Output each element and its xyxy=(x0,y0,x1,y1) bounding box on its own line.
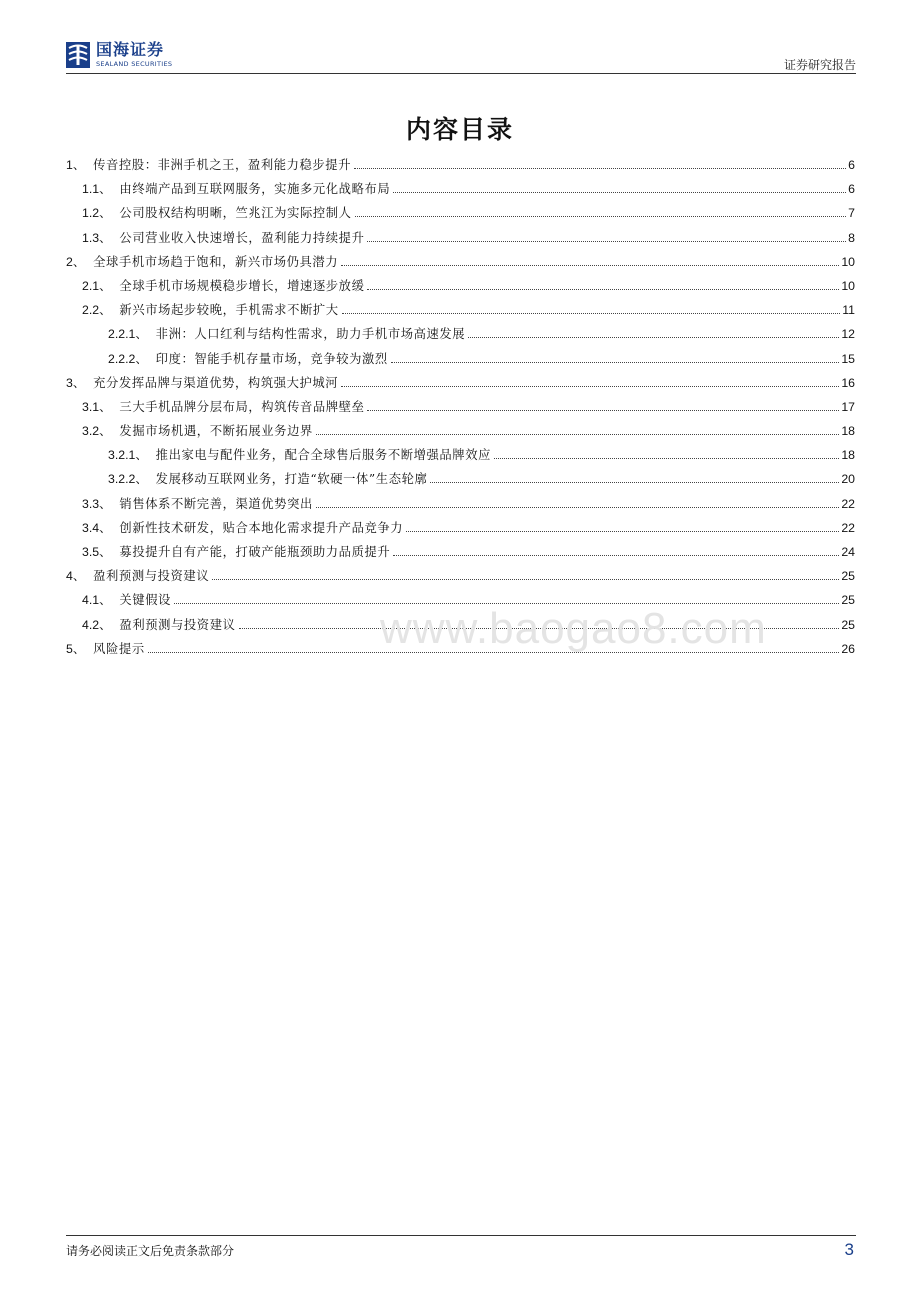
toc-entry-page: 8 xyxy=(848,230,855,245)
toc-dot-leader xyxy=(468,337,839,338)
toc-entry[interactable] xyxy=(66,324,855,348)
toc-entry-separator: 、 xyxy=(72,375,86,390)
toc-dot-leader xyxy=(355,216,847,217)
toc-entry-number: 5 xyxy=(66,641,73,656)
toc-entry-page: 10 xyxy=(841,254,855,269)
toc-dot-leader xyxy=(393,192,846,193)
toc-entry-number: 2.2.2 xyxy=(108,351,136,366)
toc-entry[interactable] xyxy=(66,421,855,445)
toc-entry-separator: 、 xyxy=(72,569,86,584)
toc-entry-number: 4.1 xyxy=(82,593,100,608)
toc-entry-number: 3.2.2 xyxy=(108,472,136,487)
footer-disclaimer: 请务必阅读正文后免责条款部分 xyxy=(66,1244,235,1258)
logo-english-name: SEALAND SECURITIES xyxy=(96,60,173,69)
toc-entry-separator: 、 xyxy=(99,278,112,293)
watermark: www.baogao8.com xyxy=(380,604,767,653)
toc-entry[interactable] xyxy=(66,373,855,397)
toc-entry[interactable] xyxy=(66,542,855,566)
toc-entry-number: 2.2 xyxy=(82,303,100,318)
toc-entry-title: 风险提示 xyxy=(93,641,145,656)
toc-entry-page: 15 xyxy=(841,351,855,366)
toc-entry-number: 3.5 xyxy=(82,545,100,559)
toc-entry-page: 22 xyxy=(841,496,855,511)
toc-entry[interactable] xyxy=(66,203,855,227)
toc-entry-separator: 、 xyxy=(99,399,112,414)
toc-entry-separator: 、 xyxy=(72,158,86,172)
toc-entry-separator: 、 xyxy=(72,254,86,269)
toc-entry-title: 推出家电与配件业务，配合全球售后服务不断增强品牌效应 xyxy=(155,448,491,463)
toc-entry[interactable] xyxy=(66,494,855,518)
toc-entry[interactable] xyxy=(66,179,855,203)
toc-dot-leader xyxy=(494,458,839,459)
toc-entry-separator: 、 xyxy=(135,448,148,463)
toc-dot-leader xyxy=(354,168,846,169)
toc-entry-page: 16 xyxy=(841,375,855,390)
toc-entry-separator: 、 xyxy=(99,593,112,608)
toc-entry-title: 全球手机市场趋于饱和，新兴市场仍具潜力 xyxy=(93,254,339,269)
toc-entry-separator: 、 xyxy=(135,327,148,342)
toc-entry-title: 创新性技术研发，贴合本地化需求提升产品竞争力 xyxy=(119,520,404,535)
toc-entry-title: 三大手机品牌分层布局，构筑传音品牌壁垒 xyxy=(119,399,365,414)
toc-entry-page: 20 xyxy=(841,472,855,487)
sealand-logo-icon xyxy=(66,42,90,68)
toc-entry-title: 发展移动互联网业务，打造“软硬一体”生态轮廓 xyxy=(155,472,428,487)
toc-entry-title: 充分发挥品牌与渠道优势，构筑强大护城河 xyxy=(93,375,339,390)
toc-entry-title: 传音控股：非洲手机之王，盈利能力稳步提升 xyxy=(93,158,352,172)
toc-entry-separator: 、 xyxy=(99,520,112,535)
toc-entry-page: 6 xyxy=(848,182,855,197)
toc-entry-page: 25 xyxy=(841,593,855,608)
toc-dot-leader xyxy=(393,555,839,556)
toc-entry-number: 4.2 xyxy=(82,617,100,632)
toc-entry-page: 18 xyxy=(841,424,855,439)
toc-entry[interactable] xyxy=(66,252,855,276)
report-type-label: 证券研究报告 xyxy=(783,58,856,72)
toc-entry-title: 公司营业收入快速增长，盈利能力持续提升 xyxy=(119,230,365,245)
toc-entry-page: 11 xyxy=(842,303,855,318)
toc-entry-number: 3.2 xyxy=(82,424,100,439)
toc-entry-page: 7 xyxy=(848,206,855,221)
toc-entry-page: 24 xyxy=(841,545,855,559)
toc-entry-title: 销售体系不断完善，渠道优势突出 xyxy=(119,496,313,511)
toc-entry-separator: 、 xyxy=(99,424,112,439)
toc-dot-leader xyxy=(316,507,839,508)
toc-entry-separator: 、 xyxy=(99,496,112,511)
toc-dot-leader xyxy=(212,579,839,580)
toc-entry[interactable] xyxy=(66,300,855,324)
toc-entry-title: 募投提升自有产能，打破产能瓶颈助力品质提升 xyxy=(119,545,391,559)
toc-dot-leader xyxy=(342,313,841,314)
toc-dot-leader xyxy=(341,386,839,387)
toc-entry-title: 由终端产品到互联网服务，实施多元化战略布局 xyxy=(119,182,391,197)
toc-entry-number: 1.3 xyxy=(82,230,100,245)
toc-entry[interactable] xyxy=(66,445,855,469)
toc-entry-title: 盈利预测与投资建议 xyxy=(119,617,236,632)
toc-entry-separator: 、 xyxy=(99,303,112,318)
toc-entry-number: 3.2.1 xyxy=(108,448,136,463)
toc-entry-number: 3.1 xyxy=(82,399,100,414)
toc-dot-leader xyxy=(341,265,839,266)
toc-entry-separator: 、 xyxy=(99,545,112,559)
toc-entry-title: 关键假设 xyxy=(119,593,172,608)
toc-entry-separator: 、 xyxy=(135,351,148,366)
toc-dot-leader xyxy=(316,434,839,435)
toc-entry-page: 6 xyxy=(848,158,855,172)
toc-entry[interactable] xyxy=(66,276,855,300)
toc-entry-title: 印度：智能手机存量市场，竞争较为激烈 xyxy=(155,351,388,366)
toc-entry-number: 1.1 xyxy=(82,182,100,197)
toc-entry-separator: 、 xyxy=(99,230,112,245)
toc-entry-number: 3 xyxy=(66,375,73,390)
toc-entry-title: 非洲：人口红利与结构性需求，助力手机市场高速发展 xyxy=(155,327,466,342)
table-of-contents xyxy=(66,155,855,663)
page-title: 内容目录 xyxy=(405,115,514,144)
toc-entry-number: 1 xyxy=(66,158,73,172)
footer-divider xyxy=(66,1235,856,1236)
toc-entry-number: 2.1 xyxy=(82,278,100,293)
toc-entry-separator: 、 xyxy=(135,472,148,487)
toc-entry[interactable] xyxy=(66,566,855,590)
toc-entry-page: 18 xyxy=(841,448,855,463)
toc-entry-page: 25 xyxy=(841,617,855,632)
toc-entry-separator: 、 xyxy=(99,182,112,197)
toc-entry-page: 26 xyxy=(841,641,855,656)
logo-chinese-name: 国海证券 xyxy=(96,40,165,60)
toc-entry-number: 1.2 xyxy=(82,206,100,221)
toc-entry-page: 12 xyxy=(841,327,855,342)
toc-dot-leader xyxy=(367,289,839,290)
toc-entry-separator: 、 xyxy=(99,617,112,632)
toc-entry-page: 25 xyxy=(841,569,855,584)
toc-entry-title: 公司股权结构明晰，竺兆江为实际控制人 xyxy=(119,206,352,221)
toc-entry[interactable] xyxy=(66,228,855,252)
toc-dot-leader xyxy=(391,362,839,363)
toc-entry-number: 3.4 xyxy=(82,520,100,535)
toc-entry-title: 新兴市场起步较晚，手机需求不断扩大 xyxy=(119,303,339,318)
toc-dot-leader xyxy=(367,410,839,411)
toc-entry-number: 4 xyxy=(66,569,73,584)
toc-entry[interactable] xyxy=(66,155,855,179)
toc-dot-leader xyxy=(367,241,846,242)
toc-entry-separator: 、 xyxy=(72,641,86,656)
toc-entry-page: 17 xyxy=(841,399,855,414)
toc-entry-title: 全球手机市场规模稳步增长，增速逐步放缓 xyxy=(119,278,365,293)
toc-entry-number: 2.2.1 xyxy=(108,327,136,342)
toc-entry-page: 10 xyxy=(841,278,855,293)
toc-entry-page: 22 xyxy=(841,520,855,535)
toc-entry[interactable] xyxy=(66,518,855,542)
toc-entry-title: 盈利预测与投资建议 xyxy=(93,569,210,584)
toc-entry[interactable] xyxy=(66,349,855,373)
toc-entry-number: 2 xyxy=(66,254,73,269)
page-header xyxy=(66,40,856,72)
toc-entry[interactable] xyxy=(66,469,855,493)
header-divider xyxy=(66,73,856,74)
toc-entry-title: 发掘市场机遇，不断拓展业务边界 xyxy=(119,424,313,439)
company-logo xyxy=(66,40,172,70)
toc-dot-leader xyxy=(406,531,839,532)
toc-dot-leader xyxy=(430,482,839,483)
toc-entry-separator: 、 xyxy=(99,206,112,221)
toc-entry[interactable] xyxy=(66,397,855,421)
footer-page-number: 3 xyxy=(844,1240,854,1259)
toc-entry-number: 3.3 xyxy=(82,496,100,511)
